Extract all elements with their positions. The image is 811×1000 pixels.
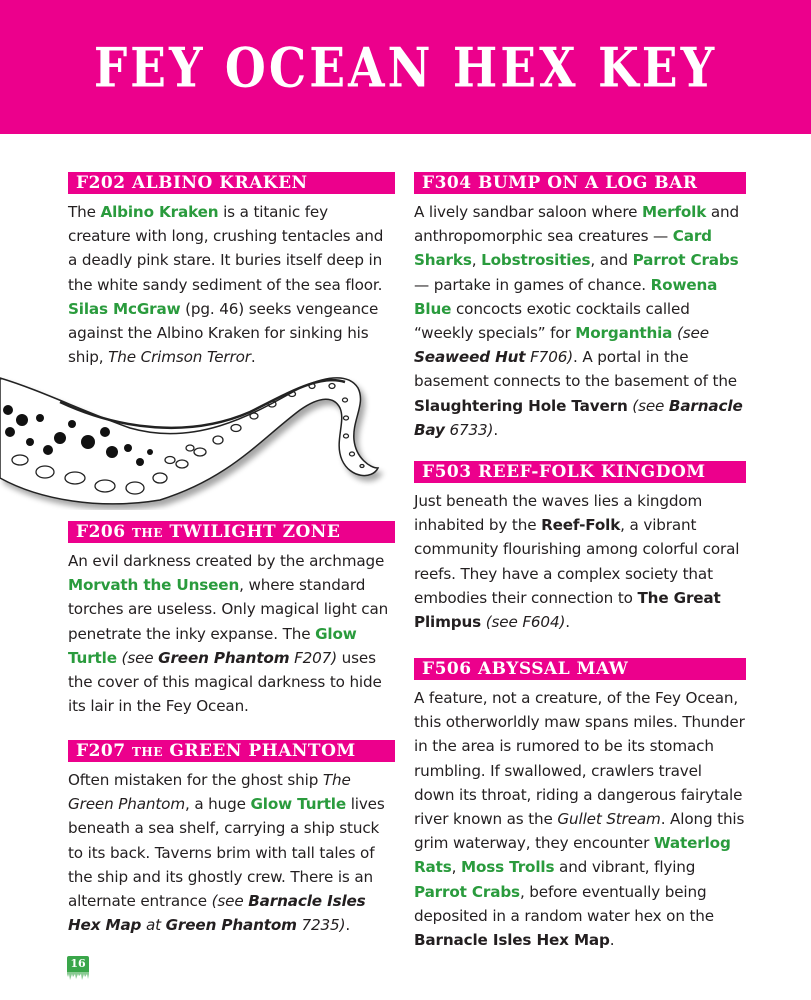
body-text: The	[68, 203, 101, 221]
section-f503	[414, 461, 746, 634]
body-text: , a vibrant community flourishing among colorful coral reefs. They have a complex society that embodies their connection to	[414, 516, 740, 607]
section-heading	[414, 461, 746, 483]
bold-reference: Slaughtering Hole Tavern	[414, 396, 628, 415]
section-heading	[68, 172, 395, 194]
section-body	[68, 549, 395, 718]
entity-link: Rowena Blue	[414, 275, 718, 318]
italic-text: (see F604)	[485, 613, 566, 632]
italic-text: F706)	[525, 348, 573, 367]
section-body	[68, 200, 395, 369]
section-f207	[68, 740, 395, 937]
hex-code: F506	[422, 659, 472, 679]
cross-reference: Green Phantom	[158, 648, 290, 667]
section-heading	[68, 521, 395, 543]
entity-link: Glow Turtle	[68, 624, 357, 667]
body-text: — partake in games of chance.	[414, 275, 651, 294]
section-title: ABYSSAL MAW	[477, 659, 629, 679]
entity-link: Glow Turtle	[250, 795, 347, 814]
body-text: A feature, not a creature, of the Fey Ocean, this otherworldly maw spans miles. Thunder in the area is rumored to be its stomach rumbling. If swallowed, crawlers travel down its throat, riding a dangerous fairytale river known as the	[414, 689, 745, 829]
page-title: FEY OCEAN HEX KEY	[93, 36, 718, 100]
italic-text: The Crimson Terror	[108, 348, 251, 367]
italic-text: The Green Phantom	[68, 771, 351, 814]
body-text: uses the cover of this magical darkness to hide its lair in the Fey Ocean.	[68, 648, 382, 716]
entity-link: Morvath the Unseen	[68, 576, 240, 595]
cross-reference: Barnacle Isles Hex Map	[68, 892, 366, 935]
section-body	[414, 489, 746, 634]
section-prefix: THE	[131, 745, 163, 759]
body-text: .	[565, 613, 570, 632]
italic-text: (see	[632, 396, 669, 415]
body-text: Often mistaken for the ghost ship	[68, 771, 323, 789]
bold-reference: The Great Plimpus	[414, 588, 721, 632]
hex-code: F202	[76, 173, 126, 193]
entity-link: Morganthia	[575, 324, 673, 343]
section-f506	[414, 658, 746, 952]
italic-text: Gullet Stream	[557, 810, 661, 829]
hex-code: F206	[76, 522, 126, 542]
bold-reference: Barnacle Isles Hex Map	[414, 931, 610, 950]
body-text: Just beneath the waves lies a kingdom inhabited by the	[414, 492, 703, 535]
body-text: lives beneath a sea shelf, carrying a ship stuck to its back. Taverns brim with tall tales of the ship and its ghostly crew. There is an alternate entrance	[68, 795, 385, 911]
body-text: , and	[590, 251, 633, 270]
body-text: .	[609, 931, 615, 950]
body-text: and anthropomorphic sea creatures —	[414, 203, 739, 246]
body-text: is a titanic fey creature with long, crushing tentacles and a deadly pink stare. It buries itself deep in the white sandy sediment of the sea floor.	[68, 203, 384, 294]
entity-link: Moss Trolls	[461, 858, 555, 877]
body-text: .	[345, 916, 351, 935]
body-text: .	[493, 420, 499, 439]
body-text: , before eventually being deposited in a random water hex on the	[414, 882, 714, 925]
section-body	[414, 200, 746, 442]
italic-text: at	[141, 916, 166, 935]
body-text: concocts exotic cocktails called “weekly specials” for	[414, 299, 690, 343]
italic-text: 7235)	[296, 916, 346, 935]
body-text: . A portal in the basement connects to the basement of the	[414, 348, 738, 391]
entity-link: Card Sharks	[414, 227, 712, 270]
italic-text: (see	[211, 892, 249, 911]
cross-reference: Barnacle Bay	[414, 396, 743, 439]
italic-text: F207)	[289, 648, 337, 667]
body-text: , a huge	[184, 795, 251, 814]
slime-drips-icon	[67, 971, 89, 981]
section-f304	[414, 172, 746, 442]
body-text: ,	[471, 251, 482, 270]
section-title: GREEN PHANTOM	[169, 741, 356, 761]
cross-reference: Seaweed Hut	[414, 348, 526, 367]
title-banner	[0, 0, 811, 134]
body-text: , where standard torches are useless. Only magical light can penetrate the inky expanse. The	[68, 576, 389, 643]
italic-text: (see	[121, 648, 159, 667]
hex-code: F304	[422, 173, 472, 193]
section-heading	[68, 740, 395, 762]
entity-link: Lobstrosities	[481, 251, 591, 270]
body-text: A lively sandbar saloon where	[414, 203, 642, 221]
body-text: (pg. 46) seeks vengeance against the Albino Kraken for sinking his ship,	[68, 299, 379, 367]
entity-link: Merfolk	[641, 203, 707, 221]
body-text: and vibrant, flying	[554, 858, 696, 877]
bold-reference: Reef-Folk	[541, 516, 621, 535]
entity-link: Parrot Crabs	[632, 251, 739, 270]
cross-reference: Green Phantom	[165, 916, 297, 935]
entity-link: Waterlog Rats	[414, 834, 731, 877]
section-body	[414, 686, 746, 952]
italic-text: 6733)	[444, 420, 494, 439]
section-f206	[68, 521, 395, 718]
section-prefix: THE	[131, 526, 163, 540]
section-title: REEF-FOLK KINGDOM	[477, 462, 706, 482]
entity-link: Albino Kraken	[100, 203, 219, 221]
kraken-tentacle-illustration	[0, 360, 400, 510]
section-heading	[414, 658, 746, 680]
body-text: ,	[451, 858, 462, 877]
entity-link: Parrot Crabs	[414, 882, 520, 901]
section-title: TWILIGHT ZONE	[169, 522, 341, 542]
italic-text: (see	[676, 324, 709, 343]
entity-link: Silas McGraw	[68, 299, 181, 318]
section-title: ALBINO KRAKEN	[131, 173, 308, 193]
section-heading	[414, 172, 746, 194]
section-body	[68, 768, 395, 937]
hex-code: F207	[76, 741, 126, 761]
page-number-badge: 16	[67, 956, 89, 972]
body-text: .	[250, 348, 256, 367]
body-text: . Along this grim waterway, they encounter	[414, 810, 745, 853]
section-f202	[68, 172, 395, 369]
hex-code: F503	[422, 462, 472, 482]
section-title: BUMP ON A LOG BAR	[477, 173, 698, 193]
body-text: An evil darkness created by the archmage	[68, 552, 385, 570]
